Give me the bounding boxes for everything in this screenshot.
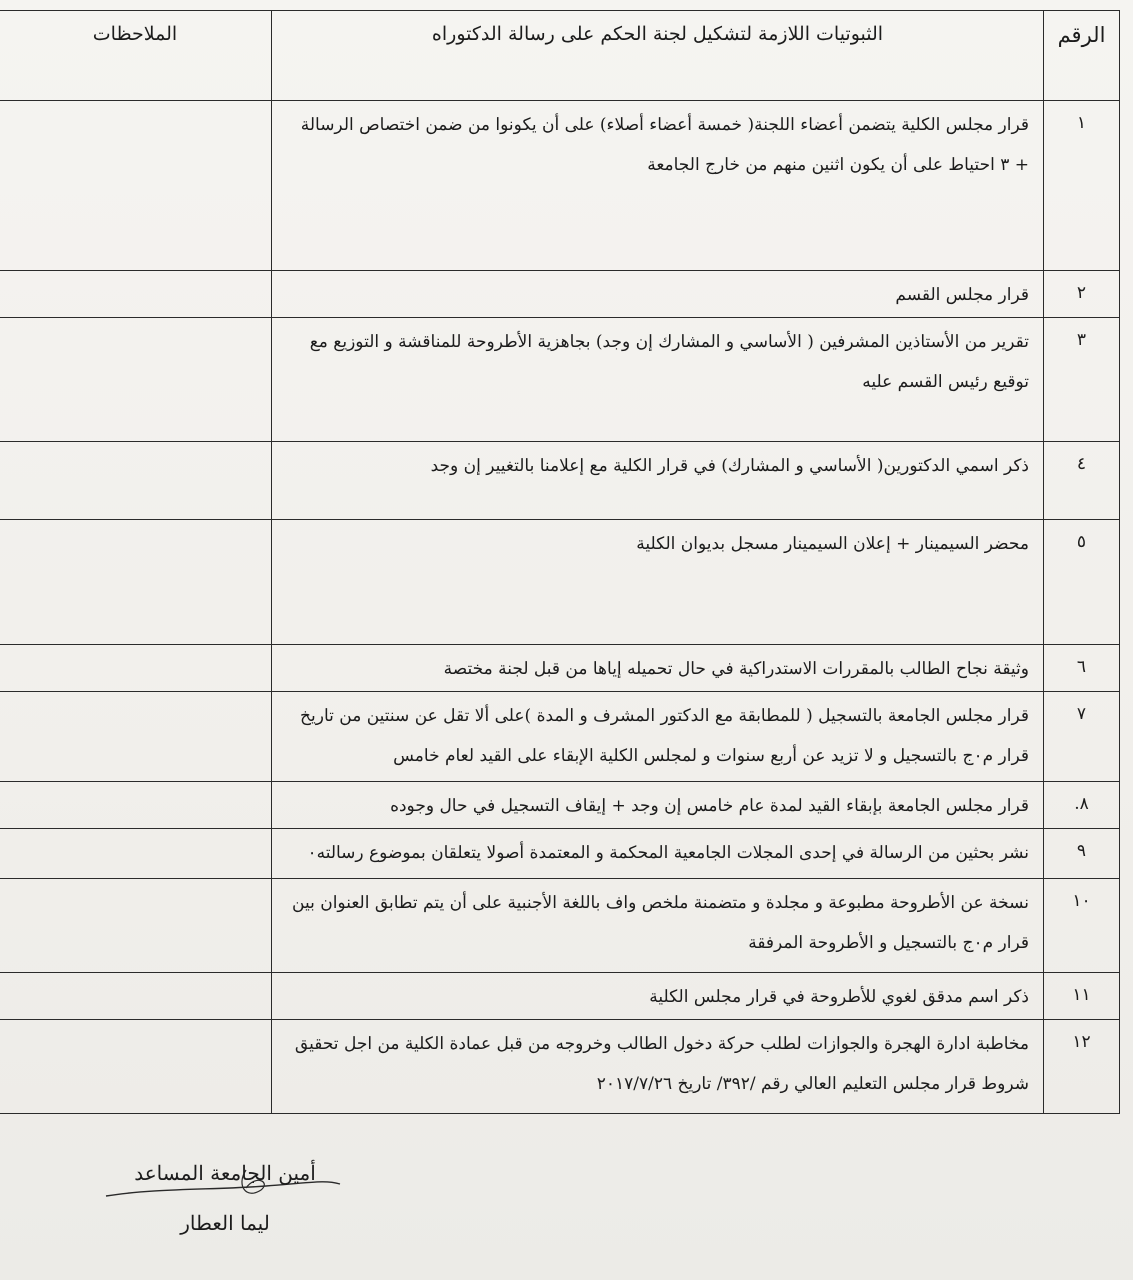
row-text: تقرير من الأستاذين المشرفين ( الأساسي و المشارك إن وجد) بجاهزية الأطروحة للمناقشة و التوزيع مع توقيع رئيس القسم عليه [272,318,1044,442]
table-row [0,442,1120,520]
row-text: ذكر اسم مدقق لغوي للأطروحة في قرار مجلس الكلية [272,973,1044,1020]
row-text: وثيقة نجاح الطالب بالمقررات الاستدراكية في حال تحميله إياها من قبل لجنة مختصة [272,645,1044,692]
row-notes [0,829,272,879]
signatory-title: أمين الجامعة المساعد [134,1161,316,1185]
row-notes [0,318,272,442]
row-number: ١٠ [1044,879,1120,973]
row-number: ٤ [1044,442,1120,520]
row-number: ٩ [1044,829,1120,879]
table-row [0,318,1120,442]
row-notes [0,442,272,520]
table-row [0,829,1120,879]
row-notes [0,782,272,829]
header-number: الرقم [1044,11,1120,101]
row-number: ١٢ [1044,1020,1120,1114]
table-row [0,101,1120,271]
row-text: قرار مجلس الكلية يتضمن أعضاء اللجنة( خمسة أعضاء أصلاء) على أن يكونوا من ضمن اختصاص الرسالة + ٣ احتياط على أن يكون اثنين منهم من خارج الجامعة [272,101,1044,271]
table-row [0,271,1120,318]
requirements-table [0,10,1120,1114]
table-row [0,692,1120,782]
row-text: نشر بحثين من الرسالة في إحدى المجلات الجامعية المحكمة و المعتمدة أصولا يتعلقان بموضوع رسالته٠ [272,829,1044,879]
row-text: قرار مجلس الجامعة بالتسجيل ( للمطابقة مع الدكتور المشرف و المدة )على ألا تقل عن سنتين من تاريخ قرار م٠ج بالتسجيل و لا تزيد عن أربع سنوات و لمجلس الكلية الإبقاء على القيد لعام خامس [272,692,1044,782]
header-notes: الملاحظات [0,11,272,101]
row-number: ١ [1044,101,1120,271]
row-notes [0,271,272,318]
row-number: ٥ [1044,520,1120,645]
row-text: نسخة عن الأطروحة مطبوعة و مجلدة و متضمنة ملخص واف باللغة الأجنبية على أن يتم تطابق العنوان بين قرار م٠ج بالتسجيل و الأطروحة المرفقة [272,879,1044,973]
row-number: ٢ [1044,271,1120,318]
row-text: محضر السيمينار + إعلان السيمينار مسجل بديوان الكلية [272,520,1044,645]
row-notes [0,645,272,692]
row-notes [0,973,272,1020]
row-notes [0,101,272,271]
table-row [0,1020,1120,1114]
row-text: قرار مجلس القسم [272,271,1044,318]
row-notes [0,1020,272,1114]
table-header-row [0,11,1120,101]
row-text: قرار مجلس الجامعة بإبقاء القيد لمدة عام خامس إن وجد + إيقاف التسجيل في حال وجوده [272,782,1044,829]
table-row [0,645,1120,692]
table-row [0,973,1120,1020]
row-number: ٦ [1044,645,1120,692]
row-number: ١١ [1044,973,1120,1020]
row-number: ٨. [1044,782,1120,829]
table-row [0,782,1120,829]
row-notes [0,692,272,782]
signatory-name: ليما العطار [180,1211,270,1235]
row-notes [0,879,272,973]
row-text: ذكر اسمي الدكتورين( الأساسي و المشارك) في قرار الكلية مع إعلامنا بالتغيير إن وجد [272,442,1044,520]
row-text: مخاطبة ادارة الهجرة والجوازات لطلب حركة دخول الطالب وخروجه من قبل عمادة الكلية من اجل تحقيق شروط قرار مجلس التعليم العالي رقم /٣٩٢/ تاريخ ٢٠١٧/٧/٢٦ [272,1020,1044,1114]
table-row [0,520,1120,645]
header-item: الثبوتيات اللازمة لتشكيل لجنة الحكم على رسالة الدكتوراه [272,11,1044,101]
table-row [0,879,1120,973]
row-number: ٧ [1044,692,1120,782]
signature-block [120,1148,330,1248]
row-notes [0,520,272,645]
row-number: ٣ [1044,318,1120,442]
